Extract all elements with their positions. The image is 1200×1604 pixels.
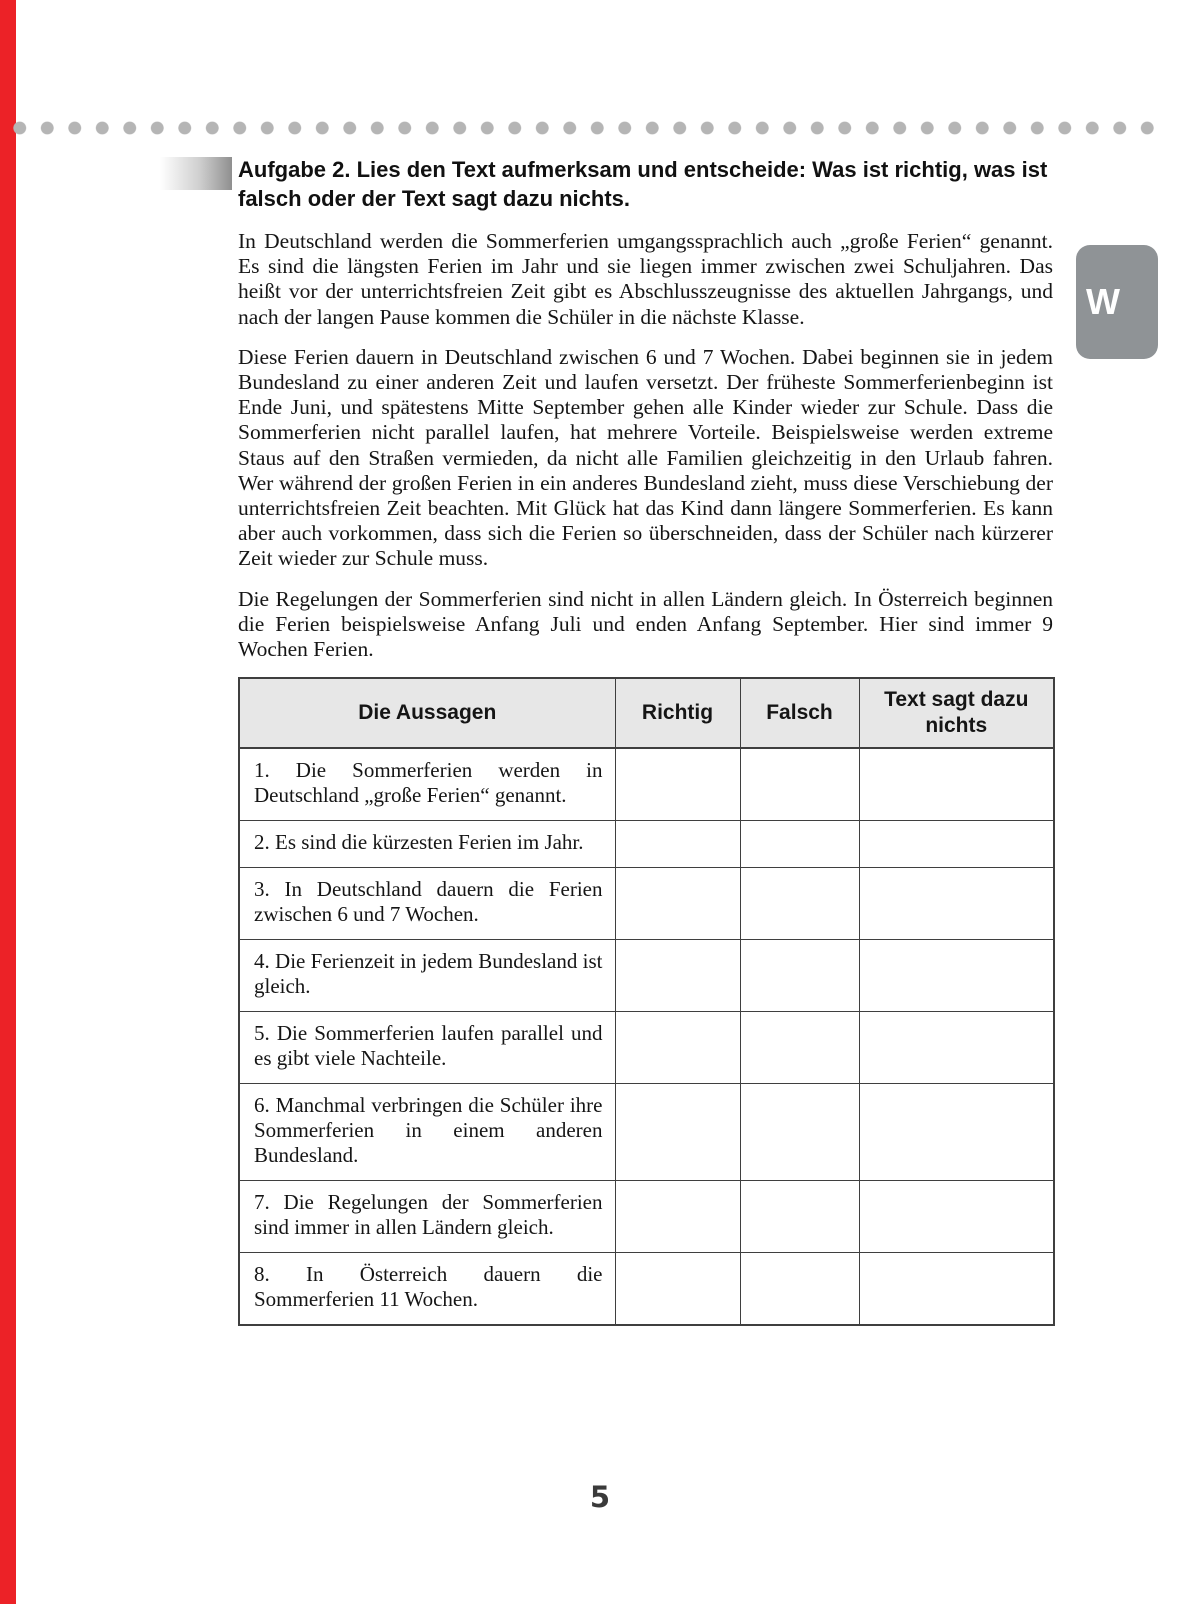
table-row [239, 1084, 1054, 1181]
answer-cell-falsch-1 [740, 748, 859, 821]
answer-cell-falsch-5 [740, 1012, 859, 1084]
answer-cell-richtig-6 [615, 1084, 740, 1181]
table-row [239, 940, 1054, 1012]
answer-cell-richtig-7 [615, 1181, 740, 1253]
statement-cell-1: 1. Die Sommerferien werden in Deutschland „große Ferien“ genannt. [239, 748, 615, 821]
answer-cell-richtig-5 [615, 1012, 740, 1084]
answer-cell-nichts-6 [859, 1084, 1054, 1181]
text-paragraph-2: Diese Ferien dauern in Deutschland zwischen 6 und 7 Wochen. Dabei beginnen sie in jedem Bundesland zu einer anderen Zeit und laufen versetzt. Der früheste Sommerferienbeginn ist Ende Juni, und spätestens Mitte September gehen alle Kinder wieder zur Schule. Dass die Sommerferien nicht parallel laufen, hat mehrere Vorteile. Beispielsweise werden extreme Staus auf den Straßen vermieden, da nicht alle Familien gleichzeitig in den Urlaub fahren. Wer während der großen Ferien in ein anderes Bundesland zieht, muss diese Verschiebung der unterrichtsfreien Zeit beachten. Mit Glück hat das Kind dann längere Sommerferien. Es kann aber auch vorkommen, dass sich die Ferien so überschneiden, dass der Schüler nach kürzerer Zeit wieder zur Schule muss. [238, 344, 1053, 571]
column-header-text-sagt-nichts: Text sagt dazu nichts [859, 678, 1054, 748]
statement-cell-2: 2. Es sind die kürzesten Ferien im Jahr. [239, 821, 615, 868]
table-row [239, 1253, 1054, 1326]
text-paragraph-3: Die Regelungen der Sommerferien sind nicht in allen Ländern gleich. In Österreich beginnen die Ferien beispielsweise Anfang Juli und enden Anfang September. Hier sind immer 9 Wochen Ferien. [238, 586, 1053, 662]
statement-cell-7: 7. Die Regelungen der Sommerferien sind immer in allen Ländern gleich. [239, 1181, 615, 1253]
dots-decoration [6, 120, 1164, 136]
answer-cell-nichts-3 [859, 868, 1054, 940]
page-number: 5 [589, 1480, 611, 1514]
answer-cell-nichts-5 [859, 1012, 1054, 1084]
answer-cell-richtig-1 [615, 748, 740, 821]
answer-cell-richtig-3 [615, 868, 740, 940]
task-title: Aufgabe 2. Lies den Text aufmerksam und entscheide: Was ist richtig, was ist falsch oder der Text sagt dazu nichts. [238, 157, 1048, 211]
answer-cell-nichts-1 [859, 748, 1054, 821]
statement-cell-6: 6. Manchmal verbringen die Schüler ihre Sommerferien in einem anderen Bundesland. [239, 1084, 615, 1181]
answer-cell-nichts-4 [859, 940, 1054, 1012]
answer-cell-richtig-2 [615, 821, 740, 868]
answer-cell-falsch-7 [740, 1181, 859, 1253]
table-row [239, 1181, 1054, 1253]
answer-cell-falsch-4 [740, 940, 859, 1012]
statement-cell-3: 3. In Deutschland dauern die Ferien zwischen 6 und 7 Wochen. [239, 868, 615, 940]
text-paragraph-1: In Deutschland werden die Sommerferien umgangssprachlich auch „große Ferien“ genannt. Es sind die längsten Ferien im Jahr und sie liegen immer zwischen zwei Schuljahren. Das heißt vor der unterrichtsfreien Zeit gibt es Abschlusszeugnisse des aktuellen Jahrgangs, und nach der langen Pause kommen die Schüler in die nächste Klasse. [238, 229, 1053, 329]
answer-cell-falsch-6 [740, 1084, 859, 1181]
answer-cell-richtig-8 [615, 1253, 740, 1326]
answer-cell-falsch-8 [740, 1253, 859, 1326]
answer-cell-falsch-2 [740, 821, 859, 868]
table-row [239, 1012, 1054, 1084]
column-header-richtig: Richtig [615, 678, 740, 748]
answer-cell-richtig-4 [615, 940, 740, 1012]
answer-cell-falsch-3 [740, 868, 859, 940]
statement-cell-4: 4. Die Ferienzeit in jedem Bundesland ist gleich. [239, 940, 615, 1012]
answer-cell-nichts-2 [859, 821, 1054, 868]
table-row [239, 821, 1054, 868]
task-marker-gradient [160, 157, 232, 190]
table-row [239, 868, 1054, 940]
section-tab-label: W [1086, 281, 1120, 322]
table-header-row [239, 678, 1054, 748]
table-row [239, 748, 1054, 821]
section-tab-w [1076, 245, 1158, 359]
statement-cell-8: 8. In Österreich dauern die Sommerferien 11 Wochen. [239, 1253, 615, 1326]
page-content [238, 155, 1053, 1326]
column-header-aussagen: Die Aussagen [239, 678, 615, 748]
column-header-falsch: Falsch [740, 678, 859, 748]
page-edge-red-bar [0, 0, 16, 1604]
statements-table [238, 677, 1055, 1326]
answer-cell-nichts-8 [859, 1253, 1054, 1326]
answer-cell-nichts-7 [859, 1181, 1054, 1253]
statement-cell-5: 5. Die Sommerferien laufen parallel und es gibt viele Nachteile. [239, 1012, 615, 1084]
task-header [238, 155, 1053, 213]
